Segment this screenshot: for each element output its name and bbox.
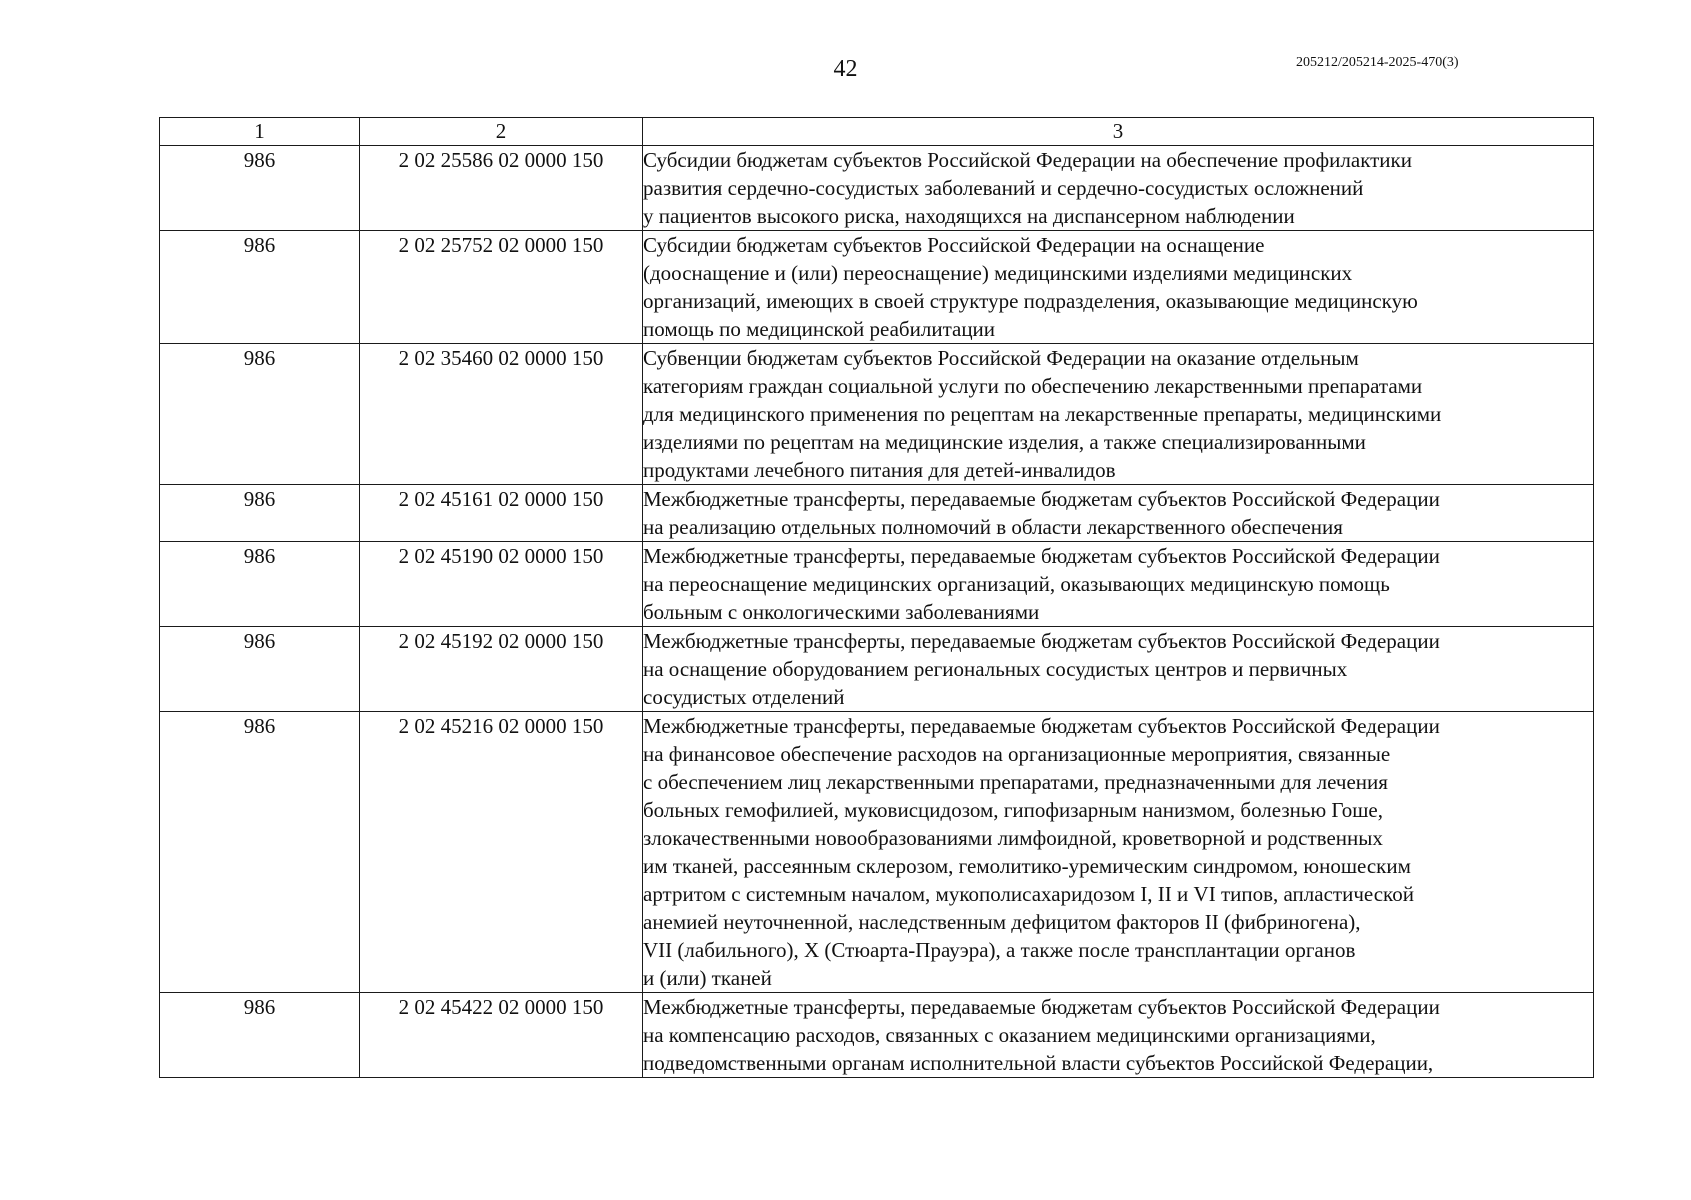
description-line: им тканей, рассеянным склерозом, гемолитико-уремическим синдромом, юношеским xyxy=(643,854,1411,878)
table-header xyxy=(160,118,1594,146)
description-cell xyxy=(643,712,1594,993)
description-line: на оснащение оборудованием региональных сосудистых центров и первичных xyxy=(643,657,1348,681)
description-cell xyxy=(643,344,1594,485)
description-line: организаций, имеющих в своей структуре подразделения, оказывающие медицинскую xyxy=(643,289,1418,313)
description-line: Межбюджетные трансферты, передаваемые бюджетам субъектов Российской Федерации xyxy=(643,714,1440,738)
admin-code-cell: 986 xyxy=(160,627,360,712)
income-code-cell: 2 02 25586 02 0000 150 xyxy=(360,146,643,231)
budget-codes-table xyxy=(159,117,1594,1078)
description-line: Субсидии бюджетам субъектов Российской Федерации на оснащение xyxy=(643,233,1265,257)
description-line: с обеспечением лиц лекарственными препаратами, предназначенными для лечения xyxy=(643,770,1388,794)
description-line: изделиями по рецептам на медицинские изделия, а также специализированными xyxy=(643,430,1366,454)
description-line: Межбюджетные трансферты, передаваемые бюджетам субъектов Российской Федерации xyxy=(643,487,1440,511)
table-row xyxy=(160,542,1594,627)
description-line: на компенсацию расходов, связанных с оказанием медицинскими организациями, xyxy=(643,1023,1376,1047)
description-line: и (или) тканей xyxy=(643,966,772,990)
income-code-cell: 2 02 35460 02 0000 150 xyxy=(360,344,643,485)
description-cell xyxy=(643,627,1594,712)
table-header-row xyxy=(160,118,1594,146)
description-line: Субсидии бюджетам субъектов Российской Федерации на обеспечение профилактики xyxy=(643,148,1412,172)
income-code-cell: 2 02 45216 02 0000 150 xyxy=(360,712,643,993)
description-cell xyxy=(643,231,1594,344)
description-cell xyxy=(643,993,1594,1078)
description-line: на переоснащение медицинских организаций, оказывающих медицинскую помощь xyxy=(643,572,1390,596)
income-code-cell: 2 02 25752 02 0000 150 xyxy=(360,231,643,344)
description-line: категориям граждан социальной услуги по обеспечению лекарственными препаратами xyxy=(643,374,1423,398)
description-line: анемией неуточненной, наследственным дефицитом факторов II (фибриногена), xyxy=(643,910,1361,934)
description-line: сосудистых отделений xyxy=(643,685,845,709)
table-row xyxy=(160,344,1594,485)
table-row xyxy=(160,146,1594,231)
table-body xyxy=(160,146,1594,1078)
description-line: подведомственными органам исполнительной власти субъектов Российской Федерации, xyxy=(643,1051,1434,1075)
page-number: 42 xyxy=(833,56,858,82)
description-line: артритом с системным началом, мукополисахаридозом I, II и VI типов, апластической xyxy=(643,882,1414,906)
description-line: на реализацию отдельных полномочий в области лекарственного обеспечения xyxy=(643,515,1343,539)
description-line: больным с онкологическими заболеваниями xyxy=(643,600,1040,624)
description-line: у пациентов высокого риска, находящихся на диспансерном наблюдении xyxy=(643,204,1295,228)
description-cell xyxy=(643,146,1594,231)
admin-code-cell: 986 xyxy=(160,542,360,627)
description-line: больных гемофилией, муковисцидозом, гипофизарным нанизмом, болезнью Гоше, xyxy=(643,798,1383,822)
description-line: Межбюджетные трансферты, передаваемые бюджетам субъектов Российской Федерации xyxy=(643,544,1440,568)
admin-code-cell: 986 xyxy=(160,231,360,344)
table-row xyxy=(160,712,1594,993)
description-line: помощь по медицинской реабилитации xyxy=(643,317,996,341)
description-line: VII (лабильного), X (Стюарта-Прауэра), а также после трансплантации органов xyxy=(643,938,1356,962)
description-line: развития сердечно-сосудистых заболеваний и сердечно-сосудистых осложнений xyxy=(643,176,1364,200)
table-row xyxy=(160,485,1594,542)
table-row xyxy=(160,627,1594,712)
column-header-2: 2 xyxy=(360,118,643,146)
description-line: продуктами лечебного питания для детей-инвалидов xyxy=(643,458,1116,482)
description-line: Межбюджетные трансферты, передаваемые бюджетам субъектов Российской Федерации xyxy=(643,995,1440,1019)
table-row xyxy=(160,993,1594,1078)
column-header-3: 3 xyxy=(643,118,1594,146)
description-line: злокачественными новообразованиями лимфоидной, кроветворной и родственных xyxy=(643,826,1383,850)
admin-code-cell: 986 xyxy=(160,993,360,1078)
description-line: Субвенции бюджетам субъектов Российской Федерации на оказание отдельным xyxy=(643,346,1359,370)
description-line: (дооснащение и (или) переоснащение) медицинскими изделиями медицинских xyxy=(643,261,1353,285)
description-cell xyxy=(643,542,1594,627)
income-code-cell: 2 02 45192 02 0000 150 xyxy=(360,627,643,712)
table-row xyxy=(160,231,1594,344)
income-code-cell: 2 02 45422 02 0000 150 xyxy=(360,993,643,1078)
column-header-1: 1 xyxy=(160,118,360,146)
description-line: Межбюджетные трансферты, передаваемые бюджетам субъектов Российской Федерации xyxy=(643,629,1440,653)
admin-code-cell: 986 xyxy=(160,344,360,485)
admin-code-cell: 986 xyxy=(160,485,360,542)
admin-code-cell: 986 xyxy=(160,146,360,231)
description-line: на финансовое обеспечение расходов на организационные мероприятия, связанные xyxy=(643,742,1391,766)
description-line: для медицинского применения по рецептам на лекарственные препараты, медицинскими xyxy=(643,402,1442,426)
income-code-cell: 2 02 45190 02 0000 150 xyxy=(360,542,643,627)
income-code-cell: 2 02 45161 02 0000 150 xyxy=(360,485,643,542)
description-cell xyxy=(643,485,1594,542)
document-code: 205212/205214-2025-470(3) xyxy=(1296,55,1459,70)
admin-code-cell: 986 xyxy=(160,712,360,993)
